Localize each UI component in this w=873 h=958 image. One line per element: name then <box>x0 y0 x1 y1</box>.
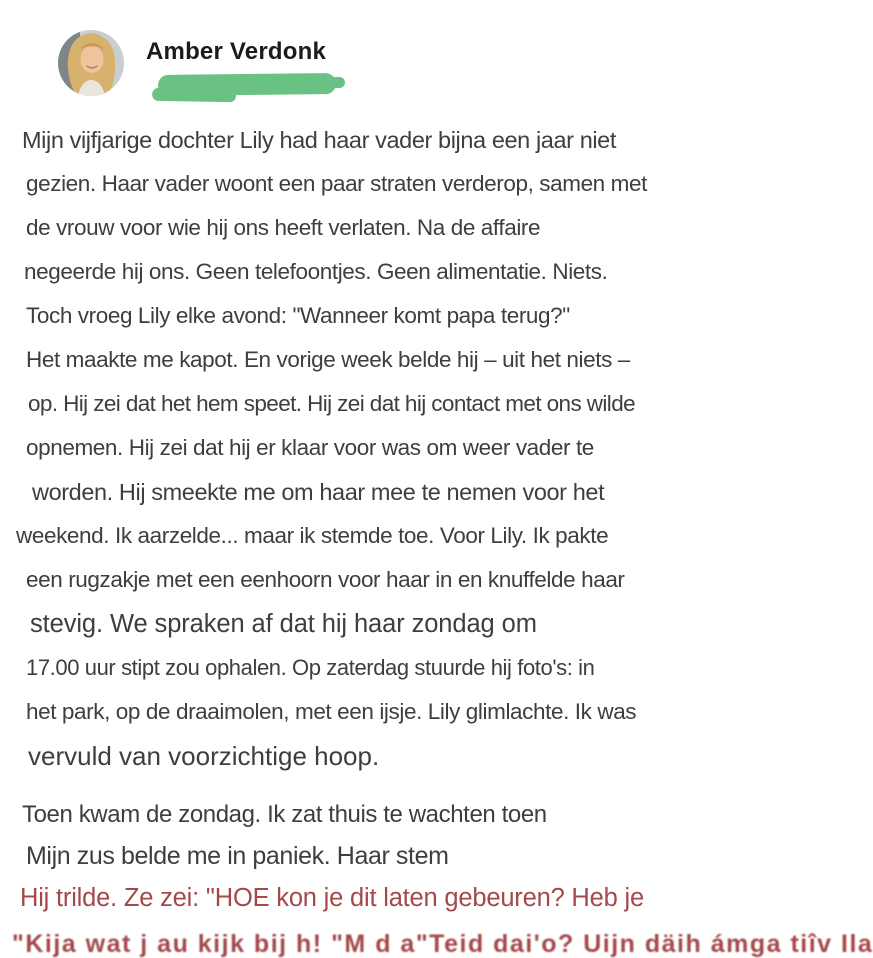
text-line: negeerde hij ons. Geen telefoontjes. Geen alimentatie. Niets. <box>24 259 608 284</box>
text-line: Mijn vijfjarige dochter Lily had haar vader bijna een jaar niet <box>22 127 616 153</box>
text-line: gezien. Haar vader woont een paar straten verderop, samen met <box>26 171 647 196</box>
text-line: worden. Hij smeekte me om haar mee te nemen voor het <box>32 479 605 505</box>
text-line: 17.00 uur stipt zou ophalen. Op zaterdag stuurde hij foto's: in <box>26 655 595 680</box>
header-text <box>146 30 336 95</box>
text-line: een rugzakje met een eenhoorn voor haar in en knuffelde haar <box>26 567 625 592</box>
text-line: de vrouw voor wie hij ons heeft verlaten. Na de affaire <box>26 215 541 240</box>
avatar[interactable] <box>58 30 124 96</box>
text-line: Het maakte me kapot. En vorige week belde hij – uit het niets – <box>26 347 630 372</box>
text-line: het park, op de draaimolen, met een ijsje. Lily glimlachte. Ik was <box>26 699 637 724</box>
text-line: Toen kwam de zondag. Ik zat thuis te wachten toen <box>22 801 547 828</box>
text-line: weekend. Ik aarzelde... maar ik stemde toe. Voor Lily. Ik pakte <box>16 523 609 548</box>
author-name[interactable]: Amber Verdonk <box>146 38 326 65</box>
post-header <box>0 0 768 96</box>
text-line: opnemen. Hij zei dat hij er klaar voor was om weer vader te <box>26 435 594 460</box>
text-line: vervuld van voorzichtige hoop. <box>28 741 380 771</box>
redaction-marker <box>158 73 336 96</box>
text-line: Toch vroeg Lily elke avond: "Wanneer komt papa terug?" <box>26 303 570 328</box>
avatar-photo <box>58 30 124 96</box>
text-line: stevig. We spraken af dat hij haar zondag om <box>30 610 537 638</box>
post-body <box>0 118 768 919</box>
cutoff-line: "Kija wat j au kijk bij h! "M d a"Teid dai'o? Uijn däih ámga tiîv Ila <box>12 930 873 958</box>
text-line: op. Hij zei dat het hem speet. Hij zei dat hij contact met ons wilde <box>28 391 636 416</box>
alert-text-line: Hij trilde. Ze zei: "HOE kon je dit laten gebeuren? Heb je <box>20 884 644 912</box>
text-line: Mijn zus belde me in paniek. Haar stem <box>26 842 449 870</box>
